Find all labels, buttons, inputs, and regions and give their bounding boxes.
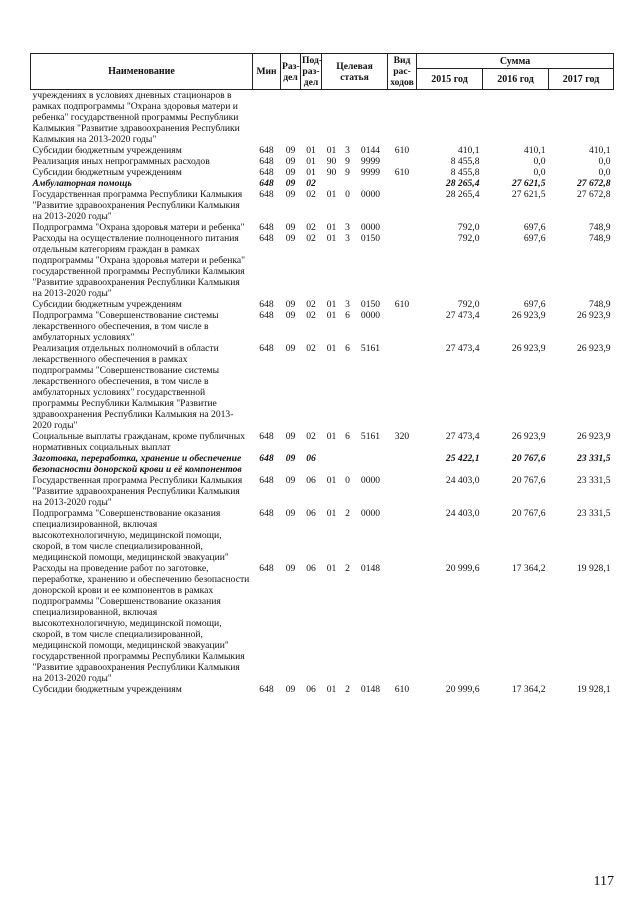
cell-t1: 01 (326, 343, 337, 354)
cell-y2017: 26 923,9 (576, 431, 611, 442)
cell-t2: 6 (345, 310, 350, 321)
cell-vid (388, 156, 417, 167)
cell-min (253, 90, 281, 146)
cell-vid (388, 508, 417, 563)
cell-rz: 09 (285, 431, 296, 442)
cell-prz: 06 (306, 453, 316, 464)
cell-rz: 09 (285, 178, 296, 189)
cell-y2016: 27 621,5 (511, 178, 546, 189)
cell-t1: 01 (326, 563, 337, 574)
table-row (31, 431, 614, 453)
cell-y2017: 23 331,5 (576, 453, 611, 464)
cell-y2016: 20 767,6 (511, 475, 546, 486)
cell-t3: 5161 (360, 343, 381, 354)
cell-name: Субсидии бюджетным учреждениям (32, 145, 182, 156)
cell-rz: 09 (285, 299, 296, 310)
cell-y2017: 748,9 (588, 233, 611, 244)
cell-prz (301, 90, 322, 146)
cell-name: Реализация отдельных полномочий в области лекарственного обеспечения в рамках подпрограммы "Совершенствование системы лекарственного обеспечения, в том числе в амбулаторных условиях" государственной программы Республики Калмыкия "Развитие здравоохранения Республики Калмыкия на 2013-2020 годы" (32, 343, 234, 431)
cell-vid: 610 (394, 167, 410, 178)
cell-prz: 06 (306, 684, 316, 695)
table-row (31, 563, 614, 684)
cell-y2017: 26 923,9 (576, 310, 611, 321)
budget-table (30, 53, 614, 695)
cell-prz: 02 (306, 343, 316, 354)
cell-y2015: 28 265,4 (445, 178, 480, 189)
cell-y2016: 26 923,9 (511, 343, 546, 354)
cell-vid (388, 453, 417, 475)
cell-t1: 01 (326, 310, 337, 321)
cell-t2: 2 (345, 563, 350, 574)
cell-t3 (354, 453, 388, 475)
table-row (31, 508, 614, 563)
cell-vid (388, 563, 417, 684)
cell-min: 648 (259, 508, 274, 519)
cell-name: Государственная программа Республики Калмыкия "Развитие здравоохранения Республики Калмыкия на 2013-2020 годы" (32, 189, 243, 222)
cell-name: Реализация иных непрограммных расходов (32, 156, 210, 167)
cell-min: 648 (259, 233, 274, 244)
cell-name: Амбулаторная помощь (32, 178, 132, 189)
table-row (31, 475, 614, 508)
cell-min: 648 (259, 475, 274, 486)
cell-t1: 01 (326, 299, 337, 310)
cell-y2015: 27 473,4 (445, 431, 480, 442)
cell-t2: 0 (345, 189, 350, 200)
cell-t1 (322, 90, 342, 146)
cell-name: Подпрограмма "Совершенствование оказания специализированной, включая высокотехнологичную, медицинской помощи, скорой, в том числе специализированной, медицинской помощи, медицинской эвакуации" (32, 508, 229, 563)
cell-t2: 6 (345, 431, 350, 442)
cell-y2016: 26 923,9 (511, 310, 546, 321)
cell-vid (388, 178, 417, 189)
cell-t2: 0 (345, 475, 350, 486)
cell-name: Расходы на проведение работ по заготовке, переработке, хранению и обеспечению безопасности донорской крови и ее компонентов в рамках подпрограммы "Совершенствование оказания специализированной, включая высокотехнологичную, медицинской помощи, скорой, в том числе специализированной, медицинской помощи, медицинской эвакуации" государственной программы Республики Калмыкия "Развитие здравоохранения Республики Калмыкия на 2013-2020 годы" (32, 563, 250, 684)
cell-prz: 02 (306, 189, 316, 200)
cell-y2015: 20 999,6 (445, 563, 480, 574)
cell-min: 648 (259, 310, 274, 321)
cell-t3 (354, 178, 388, 189)
cell-t1: 01 (326, 684, 337, 695)
cell-t3: 5161 (360, 431, 381, 442)
cell-t2: 6 (345, 343, 350, 354)
cell-y2015: 792,0 (457, 299, 480, 310)
cell-rz: 09 (285, 222, 296, 233)
cell-name: Подпрограмма "Совершенствование системы лекарственного обеспечения, в том числе в амбулаторных условиях" (32, 310, 219, 343)
cell-y2015: 28 265,4 (445, 189, 480, 200)
cell-y2015: 20 999,6 (445, 684, 480, 695)
cell-t1: 01 (326, 222, 337, 233)
cell-vid: 610 (394, 299, 410, 310)
cell-min: 648 (259, 453, 274, 464)
header-sum: Сумма (417, 54, 614, 69)
cell-y2016: 27 621,5 (511, 189, 546, 200)
cell-t3: 0150 (360, 233, 381, 244)
cell-y2017 (549, 90, 614, 146)
cell-t2 (342, 90, 354, 146)
cell-y2017: 748,9 (588, 299, 611, 310)
cell-vid (388, 310, 417, 343)
cell-prz: 02 (306, 222, 316, 233)
cell-t3: 9999 (360, 156, 381, 167)
cell-y2015: 8 455,8 (450, 167, 480, 178)
table-row (31, 343, 614, 431)
cell-y2016: 17 364,2 (511, 563, 546, 574)
cell-y2017: 748,9 (588, 222, 611, 233)
cell-t3: 0148 (360, 563, 381, 574)
header-year-2015: 2015 год (417, 69, 483, 90)
cell-rz: 09 (285, 310, 296, 321)
cell-min: 648 (259, 156, 274, 167)
cell-name: Субсидии бюджетным учреждениям (32, 299, 182, 310)
cell-t3: 0000 (360, 222, 381, 233)
cell-name: Расходы на осуществление полноценного питания отдельным категориям граждан в рамках подпрограммы "Охрана здоровья матери и ребенка" государственной программы Республики Калмыкия "Развитие здравоохранения Республики Калмыкия на 2013-2020 годы" (32, 233, 246, 299)
header-target: Целевая статья (322, 54, 388, 90)
cell-prz: 01 (306, 145, 316, 156)
cell-y2015 (417, 90, 483, 146)
header-podrazdel: Под-раз-дел (302, 55, 323, 88)
cell-t2: 3 (345, 222, 350, 233)
cell-y2016: 697,6 (523, 299, 546, 310)
cell-y2016: 20 767,6 (511, 453, 546, 464)
cell-t1: 01 (326, 233, 337, 244)
header-name: Наименование (31, 54, 253, 90)
cell-y2016: 410,1 (523, 145, 546, 156)
cell-t1: 90 (326, 156, 337, 167)
cell-y2017: 19 928,1 (576, 563, 611, 574)
cell-rz: 09 (285, 475, 296, 486)
cell-y2015: 792,0 (457, 233, 480, 244)
cell-t3: 0000 (360, 310, 381, 321)
cell-vid: 610 (394, 684, 410, 695)
cell-y2015: 27 473,4 (445, 343, 480, 354)
cell-rz: 09 (285, 145, 296, 156)
table-row (31, 167, 614, 178)
cell-name: Субсидии бюджетным учреждениям (32, 167, 182, 178)
cell-t2 (342, 453, 354, 475)
table-row (31, 684, 614, 695)
cell-y2015: 792,0 (457, 222, 480, 233)
cell-y2016: 697,6 (523, 233, 546, 244)
cell-prz: 02 (306, 310, 316, 321)
table-row (31, 222, 614, 233)
cell-rz: 09 (285, 343, 296, 354)
cell-t3: 0000 (360, 475, 381, 486)
cell-min: 648 (259, 178, 274, 189)
cell-prz: 01 (306, 167, 316, 178)
cell-t1 (322, 178, 342, 189)
cell-t3: 0150 (360, 299, 381, 310)
cell-t2 (342, 178, 354, 189)
cell-t3: 0000 (360, 508, 381, 519)
table-row (31, 310, 614, 343)
cell-y2017: 27 672,8 (576, 189, 611, 200)
cell-y2015: 27 473,4 (445, 310, 480, 321)
cell-rz (281, 90, 301, 146)
cell-t3: 0144 (360, 145, 381, 156)
cell-t1: 01 (326, 189, 337, 200)
cell-y2015: 25 422,1 (445, 453, 480, 464)
cell-t2: 2 (345, 508, 350, 519)
cell-t1: 90 (326, 167, 337, 178)
table-row (31, 145, 614, 156)
cell-y2015: 24 403,0 (445, 475, 480, 486)
cell-name: Социальные выплаты гражданам, кроме публичных нормативных социальных выплат (32, 431, 246, 453)
cell-prz: 06 (306, 563, 316, 574)
cell-vid (388, 90, 417, 146)
cell-vid (388, 233, 417, 299)
cell-rz: 09 (285, 167, 296, 178)
cell-rz: 09 (285, 233, 296, 244)
cell-t2: 3 (345, 233, 350, 244)
cell-y2015: 24 403,0 (445, 508, 480, 519)
cell-y2016: 697,6 (523, 222, 546, 233)
cell-name: Заготовка, переработка, хранение и обеспечение безопасности донорской крови и её компонентов (32, 453, 242, 475)
cell-y2017: 26 923,9 (576, 343, 611, 354)
table-row (31, 299, 614, 310)
header-year-2016: 2016 год (483, 69, 549, 90)
cell-t1: 01 (326, 145, 337, 156)
cell-t1 (322, 453, 342, 475)
header-razdel: Раз-дел (281, 54, 301, 90)
cell-y2017: 23 331,5 (576, 475, 611, 486)
cell-min: 648 (259, 145, 274, 156)
cell-name: учреждениях в условиях дневных стационаров в рамках подпрограммы "Охрана здоровья матери и ребенка" государственной программы Республики Калмыкия "Развитие здравоохранения Республики Калмыкия на 2013-2020 годы" (32, 90, 240, 145)
table-body (31, 90, 614, 696)
table-row (31, 90, 614, 146)
cell-min: 648 (259, 684, 274, 695)
cell-min: 648 (259, 343, 274, 354)
cell-vid (388, 189, 417, 222)
header-vid: Вид рас-ходов (388, 54, 417, 90)
cell-t2: 2 (345, 684, 350, 695)
cell-y2016: 0,0 (533, 156, 546, 167)
cell-min: 648 (259, 167, 274, 178)
cell-vid (388, 475, 417, 508)
cell-min: 648 (259, 299, 274, 310)
cell-t1: 01 (326, 431, 337, 442)
header-min: Мин (253, 54, 281, 90)
cell-t3: 0148 (360, 684, 381, 695)
cell-t2: 3 (345, 145, 350, 156)
cell-y2017: 0,0 (598, 156, 611, 167)
cell-vid (388, 222, 417, 233)
cell-y2015: 8 455,8 (450, 156, 480, 167)
cell-prz: 01 (306, 156, 316, 167)
cell-name: Государственная программа Республики Калмыкия "Развитие здравоохранения Республики Калмыкия на 2013-2020 годы" (32, 475, 243, 508)
header-year-2017: 2017 год (549, 69, 614, 90)
table-row (31, 453, 614, 475)
table-row (31, 233, 614, 299)
cell-t1: 01 (326, 475, 337, 486)
cell-min: 648 (259, 222, 274, 233)
table-row (31, 156, 614, 167)
cell-t3 (354, 90, 388, 146)
cell-y2017: 19 928,1 (576, 684, 611, 695)
cell-prz: 02 (306, 178, 316, 189)
cell-prz: 06 (306, 508, 316, 519)
cell-t2: 9 (345, 167, 350, 178)
cell-t2: 9 (345, 156, 350, 167)
cell-t3: 0000 (360, 189, 381, 200)
cell-y2016: 0,0 (533, 167, 546, 178)
cell-vid: 610 (394, 145, 410, 156)
cell-y2017: 0,0 (598, 167, 611, 178)
cell-y2017: 23 331,5 (576, 508, 611, 519)
cell-rz: 09 (285, 156, 296, 167)
cell-y2016: 17 364,2 (511, 684, 546, 695)
cell-rz: 09 (285, 563, 296, 574)
cell-min: 648 (259, 563, 274, 574)
cell-y2015: 410,1 (457, 145, 480, 156)
cell-y2016: 20 767,6 (511, 508, 546, 519)
cell-rz: 09 (285, 189, 296, 200)
cell-rz: 09 (285, 453, 296, 464)
cell-y2016: 26 923,9 (511, 431, 546, 442)
cell-name: Подпрограмма "Охрана здоровья матери и ребенка" (32, 222, 245, 233)
cell-prz: 02 (306, 233, 316, 244)
cell-y2016 (483, 90, 549, 146)
cell-t3: 9999 (360, 167, 381, 178)
cell-name: Субсидии бюджетным учреждениям (32, 684, 182, 695)
cell-t1: 01 (326, 508, 337, 519)
cell-min: 648 (259, 189, 274, 200)
cell-y2017: 410,1 (588, 145, 611, 156)
cell-vid: 320 (394, 431, 410, 442)
cell-t2: 3 (345, 299, 350, 310)
table-row (31, 189, 614, 222)
cell-min: 648 (259, 431, 274, 442)
cell-y2017: 27 672,8 (576, 178, 611, 189)
page-number: 117 (593, 874, 614, 889)
cell-vid (388, 343, 417, 431)
cell-prz: 06 (306, 475, 316, 486)
cell-prz: 02 (306, 431, 316, 442)
cell-rz: 09 (285, 508, 296, 519)
cell-rz: 09 (285, 684, 296, 695)
table-row (31, 178, 614, 189)
cell-prz: 02 (306, 299, 316, 310)
